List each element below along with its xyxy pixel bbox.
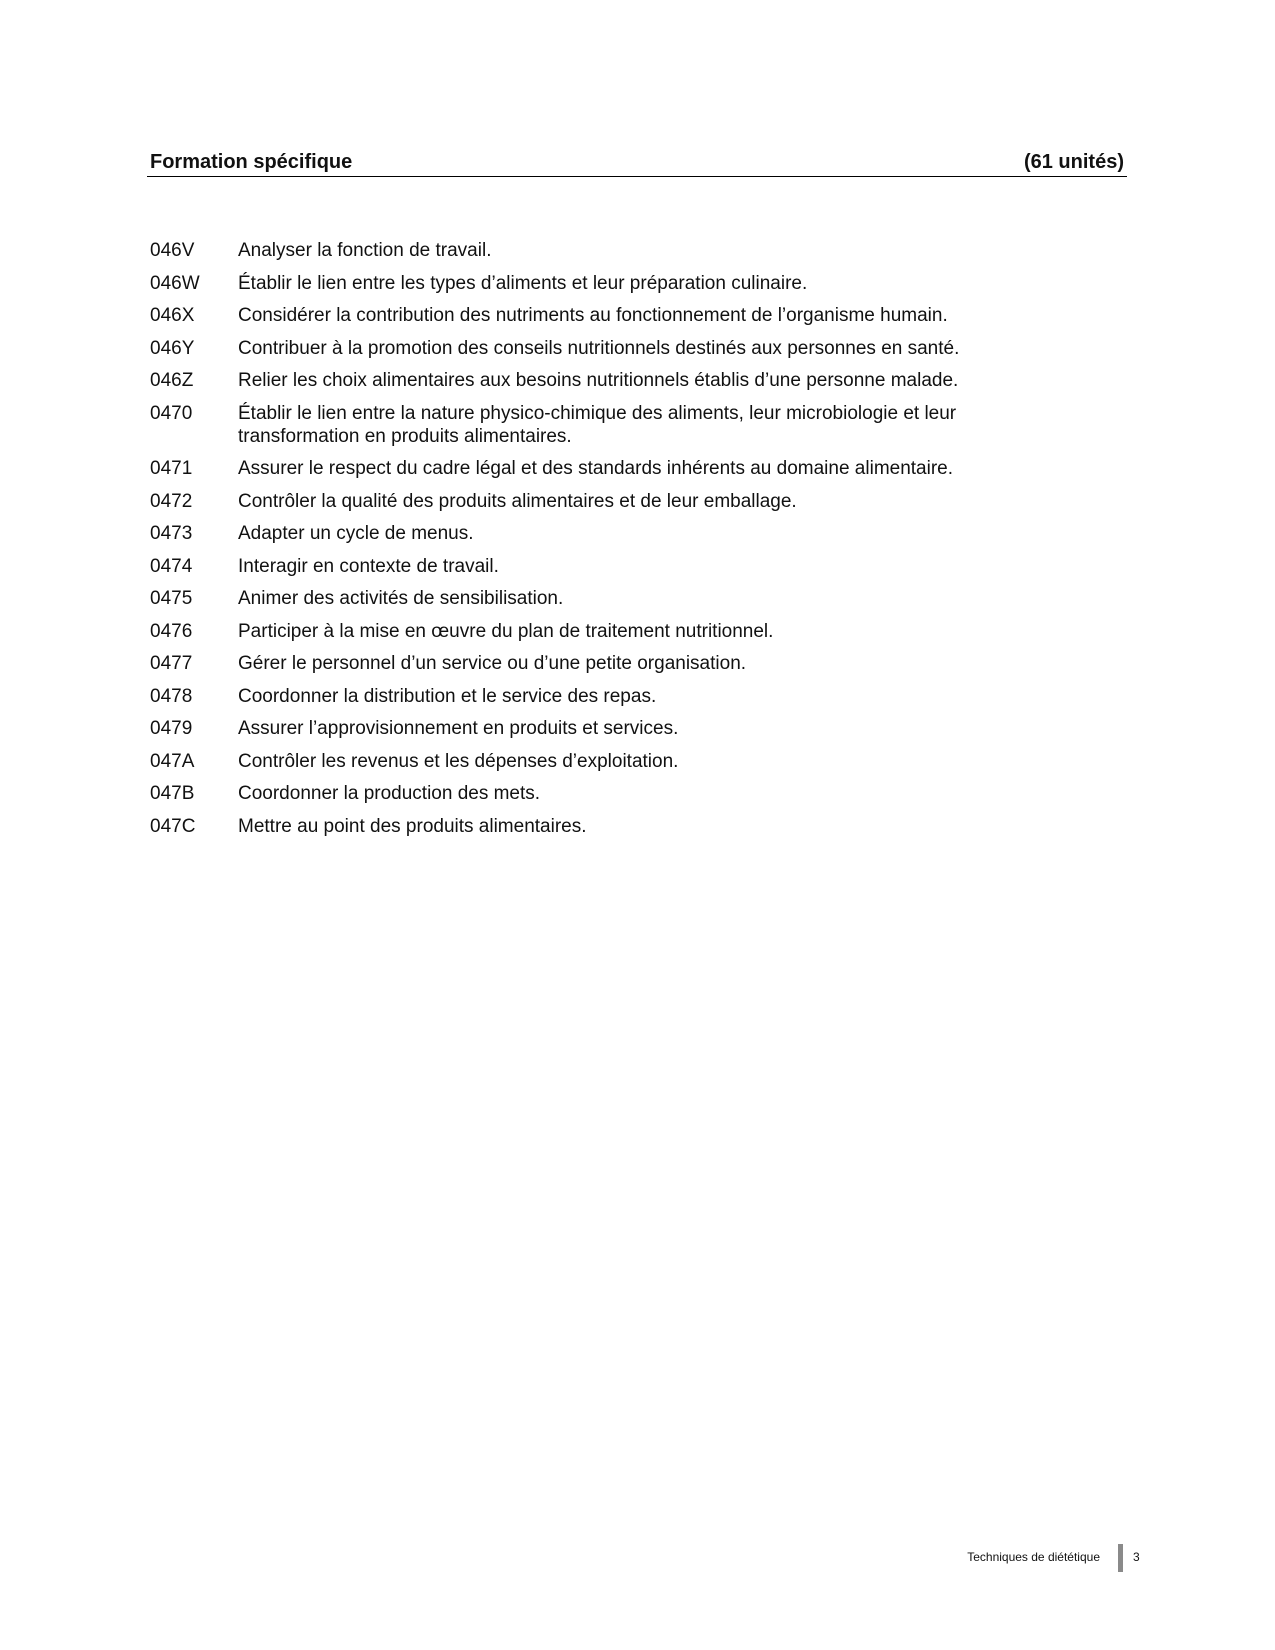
competency-text: Analyser la fonction de travail. — [238, 240, 492, 261]
competency-code: 046V — [150, 240, 195, 261]
competency-item — [150, 369, 1090, 392]
competency-text: Contrôler les revenus et les dépenses d’exploitation. — [238, 750, 679, 772]
competency-text: Coordonner la production des mets. — [238, 783, 541, 804]
competency-code: 0475 — [150, 588, 193, 609]
competency-code: 046Z — [150, 370, 194, 391]
competency-item — [150, 304, 1090, 327]
competency-item — [150, 490, 1090, 513]
competency-code: 0476 — [150, 620, 193, 642]
competency-item — [150, 815, 1090, 838]
footer-page-number: 3 — [1133, 1550, 1140, 1564]
competency-code: 0473 — [150, 523, 193, 544]
competency-item — [150, 272, 1090, 295]
competency-code: 0470 — [150, 402, 193, 424]
competency-text: Assurer l’approvisionnement en produits et services. — [238, 718, 679, 739]
competency-item — [150, 402, 1090, 448]
competency-code: 0472 — [150, 490, 193, 512]
competency-item — [150, 522, 1090, 545]
competency-text: Contribuer à la promotion des conseils nutritionnels destinés aux personnes en santé. — [238, 337, 960, 359]
competency-code: 046Y — [150, 337, 195, 359]
competency-text: Établir le lien entre les types d’aliments et leur préparation culinaire. — [238, 272, 808, 294]
competency-code: 047A — [150, 750, 195, 772]
competency-item — [150, 239, 1090, 262]
footer-divider-bar — [1118, 1544, 1123, 1572]
section-units: (61 unités) — [1023, 151, 1124, 173]
competency-item — [150, 782, 1090, 805]
competency-text: Animer des activités de sensibilisation. — [238, 588, 564, 609]
competency-text: Adapter un cycle de menus. — [238, 523, 474, 544]
competency-text: Contrôler la qualité des produits alimentaires et de leur emballage. — [238, 490, 797, 512]
competency-text: Participer à la mise en œuvre du plan de traitement nutritionnel. — [238, 620, 774, 642]
competency-code: 046W — [150, 272, 200, 294]
competency-item — [150, 555, 1090, 578]
competency-text: Relier les choix alimentaires aux besoins nutritionnels établis d’une personne malade. — [238, 370, 959, 391]
competency-text: Gérer le personnel d’un service ou d’une petite organisation. — [238, 653, 747, 674]
competency-text: Établir le lien entre la nature physico-chimique des aliments, leur microbiologie et leur transformation en produits alimentaires. — [238, 402, 957, 447]
competency-item — [150, 457, 1090, 480]
competency-code: 047B — [150, 783, 195, 804]
section-title: Formation spécifique — [150, 151, 353, 173]
competency-code: 0478 — [150, 685, 193, 707]
competency-code: 0479 — [150, 718, 193, 739]
competency-text: Considérer la contribution des nutriments au fonctionnement de l’organisme humain. — [238, 305, 948, 326]
competency-code: 0474 — [150, 555, 193, 577]
competency-text: Mettre au point des produits alimentaires. — [238, 815, 587, 837]
competency-list — [150, 239, 1090, 847]
competency-item — [150, 337, 1090, 360]
competency-code: 0471 — [150, 458, 193, 479]
competency-item — [150, 587, 1090, 610]
section-header — [147, 148, 1127, 177]
competency-item — [150, 652, 1090, 675]
competency-item — [150, 717, 1090, 740]
competency-text: Assurer le respect du cadre légal et des standards inhérents au domaine alimentaire. — [238, 458, 954, 479]
competency-text: Interagir en contexte de travail. — [238, 555, 499, 577]
footer-document-title: Techniques de diététique — [967, 1550, 1100, 1564]
competency-item — [150, 620, 1090, 643]
competency-code: 046X — [150, 305, 195, 326]
competency-item — [150, 685, 1090, 708]
competency-item — [150, 750, 1090, 773]
competency-text: Coordonner la distribution et le service des repas. — [238, 685, 657, 707]
page-footer — [0, 1544, 1275, 1572]
competency-code: 047C — [150, 815, 196, 837]
competency-code: 0477 — [150, 653, 193, 674]
